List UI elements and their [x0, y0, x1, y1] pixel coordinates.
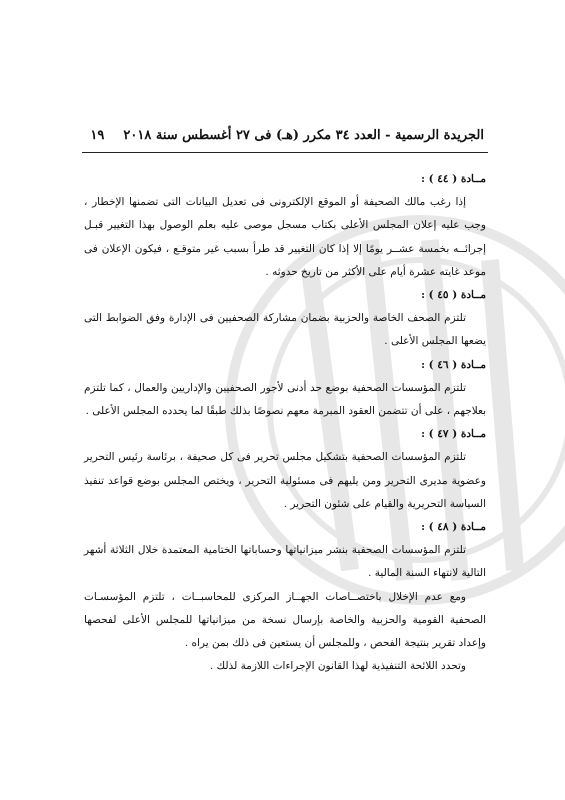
- article-44-paragraph: إذا رغب مالك الصحيفة أو الموقع الإلكترونى فى تعديل البيانات التى تضمنها الإخطار ، وجب عليه إعلان المجلس الأعلى بكتاب مسجل موصى عليه بعلم الوصول بهذا التغيير قبـل إجرائــه بخمسة عشــر يومًا إلا إذا كان التغيير قد طرأ بسبب غير متوقـع ، فيكون الإعلان فى موعد غايته عشرة أيام على الأكثر من تاريخ حدوثه .: [84, 196, 486, 278]
- header-title: الجريدة الرسمية - العدد ٣٤ مكرر (هـ) فى ٢٧ أغسطس سنة ٢٠١٨: [123, 128, 484, 143]
- document-body: [84, 168, 486, 678]
- article-45-paragraph: تلتزم الصحف الخاصة والحزبية بضمان مشاركة الصحفيين فى الإدارة وفق الضوابط التى يضعها المجلس الأعلى .: [84, 312, 486, 348]
- article-48-heading: مــادة ( ٤٨ ) :: [421, 521, 486, 534]
- article-47-heading: مــادة ( ٤٧ ) :: [421, 428, 486, 441]
- header-divider: [82, 152, 488, 153]
- page-header: [84, 128, 484, 143]
- article-48-paragraph-2: ومع عدم الإخلال باختصــاصات الجهــاز المركزى للمحاسبــات ، تلتزم المؤسسـات الصحفية القومية والحزبية والخاصة بإرسال نسخة من ميزانياتها للمجلس الأعلى لفحصها وإعداد تقرير بنتيجة الفحص ، وللمجلس أن يستعين فى ذلك بمن يراه .: [84, 590, 486, 650]
- article-46-paragraph: تلتزم المؤسسات الصحفية بوضع حد أدنى لأجور الصحفيين والإداريين والعمال ، كما تلتزم بعلاجهم ، على أن تتضمن العقود المبرمة معهم نصوصًا بذلك طبقًا لما يحدده المجلس الأعلى .: [84, 381, 486, 418]
- article-48-paragraph-3: وتحدد اللائحة التنفيذية لهذا القانون الإجراءات اللازمة لذلك .: [209, 660, 466, 673]
- article-48-paragraph-1: تلتزم المؤسسات الصحفية بنشر ميزانياتها وحساباتها الختامية المعتمدة خلال الثلاثة أشهر التالية لانتهاء السنة المالية .: [84, 544, 486, 580]
- article-44-heading: مــادة ( ٤٤ ) :: [421, 173, 486, 185]
- article-46-heading: مــادة ( ٤٦ ) :: [421, 358, 486, 371]
- article-47-paragraph: تلتزم المؤسسات الصحفية بتشكيل مجلس تحرير فى كل صحيفة ، برئاسة رئيس التحرير وعضوية مديرى التحرير ومن يليهم فى مسئولية التحرير ، ويختص المجلس بوضع قواعد تنفيذ السياسة التحريرية والقيام على شئون التحرير .: [84, 451, 486, 510]
- page-number: ١٩: [90, 128, 105, 143]
- article-45-heading: مــادة ( ٤٥ ) :: [421, 289, 486, 302]
